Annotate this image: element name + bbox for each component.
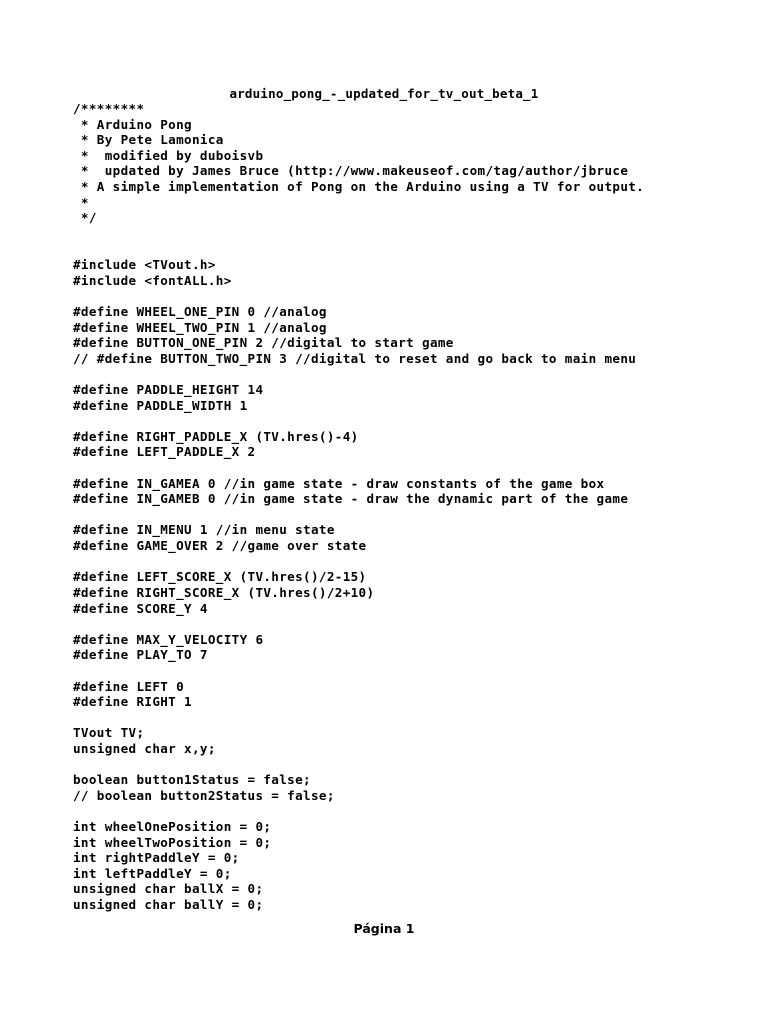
code-line: */ [73, 210, 97, 226]
code-line: int wheelOnePosition = 0; [73, 819, 272, 835]
code-line: #define IN_GAMEB 0 //in game state - draw the dynamic part of the game [73, 491, 629, 507]
code-line: * modified by duboisvb [73, 147, 264, 163]
code-line: #include <fontALL.h> [73, 272, 232, 288]
code-line: * updated by James Bruce (http://www.makeuseof.com/tag/author/jbruce [73, 163, 629, 179]
code-line: unsigned char ballY = 0; [73, 897, 264, 913]
blank-code-line [73, 288, 753, 304]
code-line: * By Pete Lamonica [73, 132, 224, 148]
code-line: int leftPaddleY = 0; [73, 865, 232, 881]
code-line: int rightPaddleY = 0; [73, 850, 240, 866]
code-line: #define RIGHT 1 [73, 694, 192, 710]
code-line: unsigned char x,y; [73, 740, 216, 756]
code-line: #define PADDLE_HEIGHT 14 [73, 381, 264, 397]
code-line: * A simple implementation of Pong on the Arduino using a TV for output. [73, 179, 645, 195]
code-line: #define IN_GAMEA 0 //in game state - draw constants of the game box [73, 475, 605, 491]
code-line: TVout TV; [73, 725, 145, 741]
blank-code-line [73, 507, 753, 523]
code-line: #define SCORE_Y 4 [73, 600, 208, 616]
code-line: /******** [73, 101, 145, 116]
code-line: #define GAME_OVER 2 //game over state [73, 538, 367, 554]
code-line: // #define BUTTON_TWO_PIN 3 //digital to reset and go back to main menu [73, 350, 637, 366]
blank-code-line [73, 226, 753, 242]
blank-code-line [73, 460, 753, 476]
page-number-footer: Página 1 [353, 921, 415, 936]
blank-code-line [73, 554, 753, 570]
code-line: boolean button1Status = false; [73, 772, 311, 788]
blank-code-line [73, 366, 753, 382]
blank-code-line [73, 710, 753, 726]
code-line: #define WHEEL_ONE_PIN 0 //analog [73, 303, 327, 319]
document-title: arduino_pong_-_updated_for_tv_out_beta_1 [229, 86, 539, 101]
code-line: * Arduino Pong [73, 116, 192, 132]
code-line: #define WHEEL_TWO_PIN 1 //analog [73, 319, 327, 335]
code-line: #define MAX_Y_VELOCITY 6 [73, 631, 264, 647]
code-line: #define IN_MENU 1 //in menu state [73, 522, 335, 538]
blank-code-line [73, 413, 753, 429]
code-line: #define LEFT_PADDLE_X 2 [73, 444, 256, 460]
blank-code-line [73, 241, 753, 257]
code-line: int wheelTwoPosition = 0; [73, 834, 272, 850]
blank-code-line [73, 663, 753, 679]
code-line: #include <TVout.h> [73, 257, 216, 273]
code-line: // boolean button2Status = false; [73, 787, 335, 803]
code-line: * [73, 194, 89, 210]
code-line: #define RIGHT_SCORE_X (TV.hres()/2+10) [73, 584, 375, 600]
code-line: #define LEFT 0 [73, 678, 185, 694]
code-line: #define RIGHT_PADDLE_X (TV.hres()-4) [73, 428, 359, 444]
blank-code-line [73, 616, 753, 632]
code-listing [73, 101, 753, 913]
blank-code-line [73, 803, 753, 819]
code-line: #define PADDLE_WIDTH 1 [73, 397, 248, 413]
code-line: #define BUTTON_ONE_PIN 2 //digital to start game [73, 335, 454, 351]
code-line: unsigned char ballX = 0; [73, 881, 264, 897]
code-line: #define PLAY_TO 7 [73, 647, 208, 663]
code-line: #define LEFT_SCORE_X (TV.hres()/2-15) [73, 569, 367, 585]
blank-code-line [73, 757, 753, 773]
